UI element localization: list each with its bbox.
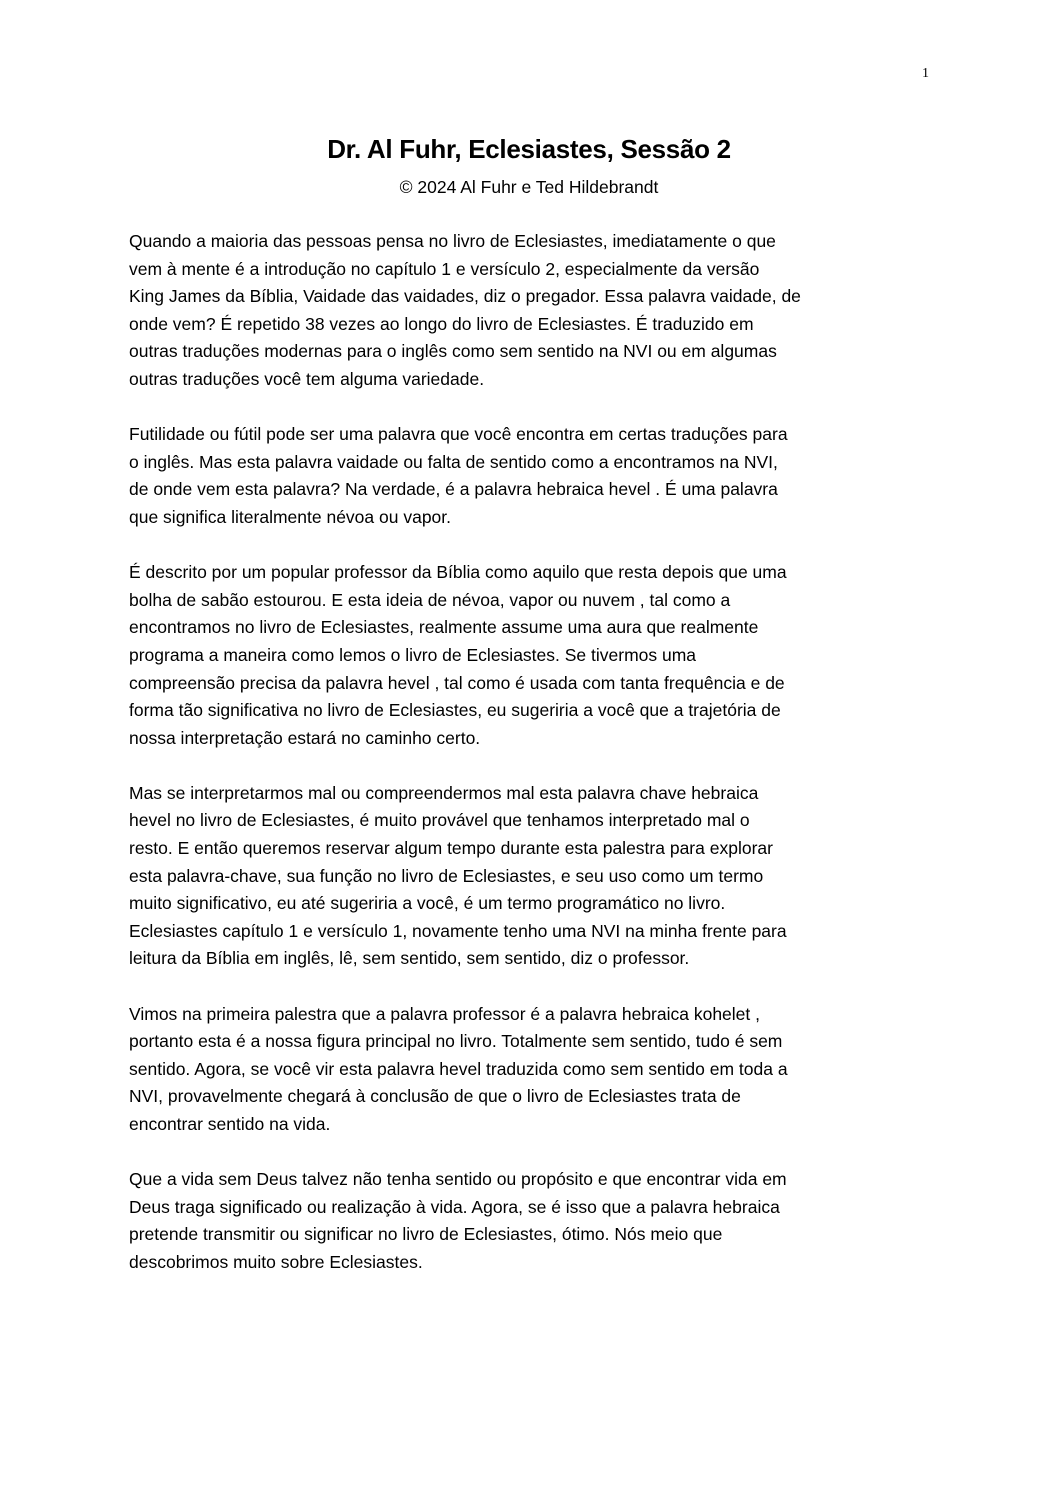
text-line: o inglês. Mas esta palavra vaidade ou falta de sentido como a encontramos na NVI, <box>129 451 778 472</box>
text-line: encontrar sentido na vida. <box>129 1114 331 1134</box>
text-line: NVI, provavelmente chegará à conclusão de que o livro de Eclesiastes trata de <box>129 1086 741 1107</box>
text-line: Vimos na primeira palestra que a palavra professor é a palavra hebraica kohelet , <box>129 1003 760 1024</box>
text-line: compreensão precisa da palavra hevel , tal como é usada com tanta frequência e de <box>129 672 785 693</box>
text-line: muito significativo, eu até sugeriria a você, é um termo programático no livro. <box>129 893 726 914</box>
paragraph-5 <box>129 1001 929 1139</box>
text-line: Eclesiastes capítulo 1 e versículo 1, novamente tenho uma NVI na minha frente para <box>129 920 787 941</box>
text-line: esta palavra-chave, sua função no livro de Eclesiastes, e seu uso como um termo <box>129 865 764 886</box>
paragraph-1 <box>129 228 929 394</box>
text-line: encontramos no livro de Eclesiastes, realmente assume uma aura que realmente <box>129 617 759 638</box>
text-line: vem à mente é a introdução no capítulo 1 e versículo 2, especialmente da versão <box>129 258 760 279</box>
text-line: que significa literalmente névoa ou vapor. <box>129 506 452 527</box>
text-line: King James da Bíblia, Vaidade das vaidades, diz o pregador. Essa palavra vaidade, de <box>129 286 801 307</box>
text-line: Quando a maioria das pessoas pensa no livro de Eclesiastes, imediatamente o que <box>129 231 776 251</box>
text-line: descobrimos muito sobre Eclesiastes. <box>129 1251 423 1272</box>
document-title: Dr. Al Fuhr, Eclesiastes, Sessão 2 <box>327 134 731 164</box>
text-line: programa a maneira como lemos o livro de Eclesiastes. Se tivermos uma <box>129 644 697 665</box>
page-number: 1 <box>922 66 929 81</box>
text-line: bolha de sabão estourou. E esta ideia de névoa, vapor ou nuvem , tal como a <box>129 589 731 610</box>
text-line: onde vem? É repetido 38 vezes ao longo do livro de Eclesiastes. É traduzido em <box>129 313 754 334</box>
paragraph-2 <box>129 421 929 531</box>
text-line: Que a vida sem Deus talvez não tenha sentido ou propósito e que encontrar vida em <box>129 1169 787 1190</box>
text-line: outras traduções modernas para o inglês como sem sentido na NVI ou em algumas <box>129 341 777 362</box>
text-line: Deus traga significado ou realização à vida. Agora, se é isso que a palavra hebraica <box>129 1196 780 1217</box>
text-line: outras traduções você tem alguma variedade. <box>129 368 485 389</box>
text-line: de onde vem esta palavra? Na verdade, é a palavra hebraica hevel . É uma palavra <box>129 479 778 500</box>
text-line: leitura da Bíblia em inglês, lê, sem sentido, sem sentido, diz o professor. <box>129 948 690 969</box>
text-line: hevel no livro de Eclesiastes, é muito provável que tenhamos interpretado mal o <box>129 810 750 831</box>
text-line: resto. E então queremos reservar algum tempo durante esta palestra para explorar <box>129 838 773 859</box>
text-line: portanto esta é a nossa figura principal no livro. Totalmente sem sentido, tudo é sem <box>129 1031 783 1052</box>
paragraph-6 <box>129 1166 929 1276</box>
text-line: forma tão significativa no livro de Eclesiastes, eu sugeriria a você que a trajetória de <box>129 700 781 721</box>
text-line: Mas se interpretarmos mal ou compreendermos mal esta palavra chave hebraica <box>129 782 759 803</box>
paragraph-3 <box>129 559 929 752</box>
text-line: pretende transmitir ou significar no livro de Eclesiastes, ótimo. Nós meio que <box>129 1224 723 1245</box>
text-line: sentido. Agora, se você vir esta palavra hevel traduzida como sem sentido em toda a <box>129 1058 788 1079</box>
text-line: É descrito por um popular professor da Bíblia como aquilo que resta depois que uma <box>129 562 787 583</box>
text-line: Futilidade ou fútil pode ser uma palavra que você encontra em certas traduções para <box>129 424 788 445</box>
document-body <box>129 228 929 1304</box>
text-line: nossa interpretação estará no caminho certo. <box>129 727 481 748</box>
copyright-line: © 2024 Al Fuhr e Ted Hildebrandt <box>399 177 659 197</box>
paragraph-4 <box>129 780 929 973</box>
